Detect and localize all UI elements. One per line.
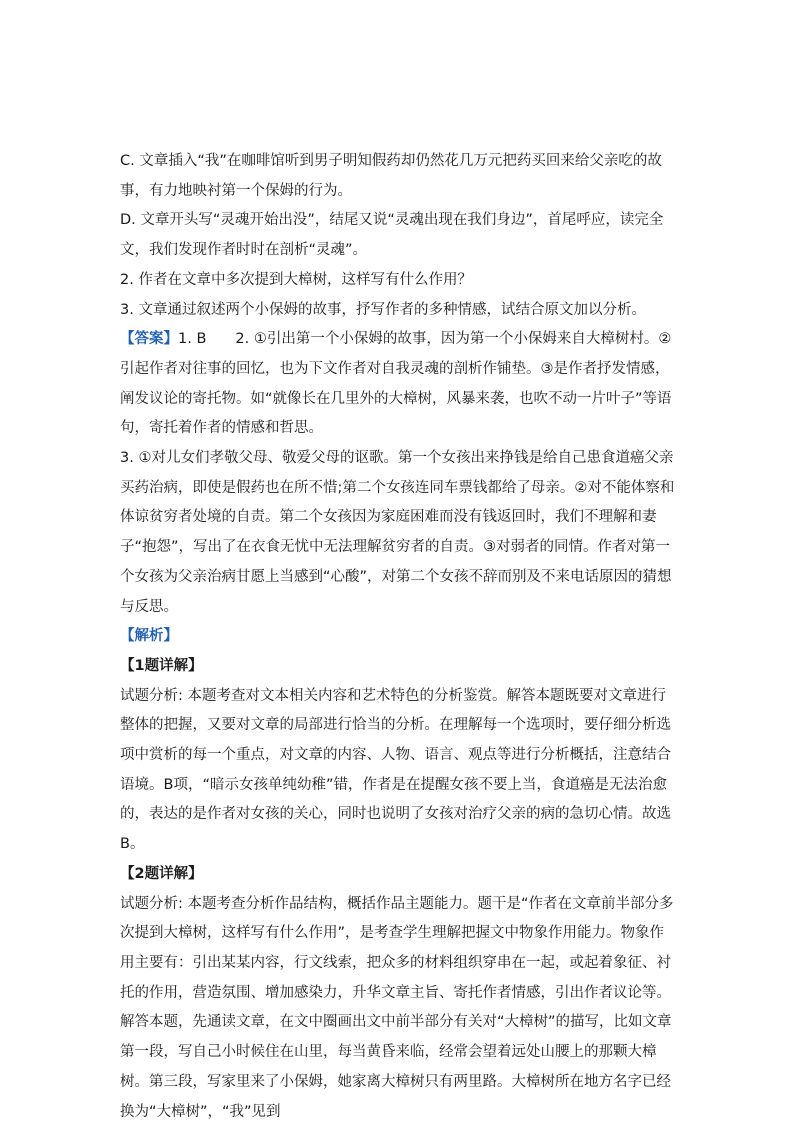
option-d: D. 文章开头写“灵魂开始出没”，结尾又说“灵魂出现在我们身边”，首尾呼应，读完全文，我们发现作者时时在剖析“灵魂”。: [120, 212, 664, 259]
document-page: [120, 147, 676, 1127]
q1-detail-text: 试题分析: 本题考查对文本相关内容和艺术特色的分析鉴赏。解答本题既要对文章进行整体的把握，又要对文章的局部进行恰当的分析。在理解每一个选项时，要仔细分析选项中赏析的每一个重点，对文章的内容、人物、语言、观点等进行分析概括，注意结合语境。B项，“暗示女孩单纯幼稚”错，作者是在提醒女孩不要上当，食道癌是无法治愈的，表达的是作者对女孩的关心，同时也说明了女孩对治疗父亲的病的急切心情。故选B。: [120, 687, 671, 853]
q1-detail-label: 【1题详解】: [120, 657, 203, 674]
q2-detail-heading: [120, 860, 676, 890]
answer-label: 【答案】: [120, 331, 178, 348]
q2-detail-label: 【2题详解】: [120, 865, 203, 882]
question-3: 3. 文章通过叙述两个小保姆的故事，抒写作者的多种情感，试结合原文加以分析。: [120, 301, 646, 318]
answer-1-2: 1. B 2. ①引出第一个小保姆的故事，因为第一个小保姆来自大樟树村。②引起作者对往事的回忆，也为下文作者对自我灵魂的剖析作铺垫。③是作者抒发情感，阐发议论的寄托物。如“就像长在几里外的大樟树，风暴来袭，也吹不动一片叶子”等语句，寄托着作者的情感和哲思。: [120, 331, 672, 437]
q2-detail-text: 试题分析: 本题考查分析作品结构，概括作品主题能力。题干是“作者在文章前半部分多次提到大樟树，这样写有什么作用”，是考查学生理解把握文中物象作用能力。物象作用主要有：引出某某内容，行文线索，把众多的材料组织穿串在一起，或起着象征、衬托的作用，营造氛围、增加感染力，升华文章主旨、寄托作者情感，引出作者议论等。解答本题，先通读文章，在文中圈画出文中前半部分有关对“大樟树”的描写，比如文章第一段，写自己小时候住在山里，每当黄昏来临，经常会望着远处山腰上的那颗大樟树。第三段，写家里来了小保姆，她家离大樟树只有两里路。大樟树所在地方名字已经换为“大樟树”，“我”见到: [120, 895, 674, 1120]
analysis-heading: [120, 622, 676, 652]
answer-3: 3. ①对儿女们孝敬父母、敬爱父母的讴歌。第一个女孩出来挣钱是给自己患食道癌父亲买药治病，即使是假药也在所不惜;第二个女孩连同车票钱都给了母亲。②对不能体察和体谅贫穷者处境的自责。第二个女孩因为家庭困难而没有钱返回时，我们不理解和妻子“抱怨”，写出了在衣食无忧中无法理解贫穷者的自责。③对弱者的同情。作者对第一个女孩为父亲治病甘愿上当感到“心酸”，对第二个女孩不辞而别及不来电话原因的猜想与反思。: [120, 450, 675, 615]
question-2: 2. 作者在文章中多次提到大樟树，这样写有什么作用？: [120, 271, 472, 288]
answer-block: [120, 325, 676, 444]
option-c: C. 文章插入“我”在咖啡馆听到男子明知假药却仍然花几万元把药买回来给父亲吃的故事，有力地映衬第一个保姆的行为。: [120, 153, 662, 199]
q1-detail-heading: [120, 652, 676, 682]
analysis-label: 【解析】: [120, 628, 178, 645]
